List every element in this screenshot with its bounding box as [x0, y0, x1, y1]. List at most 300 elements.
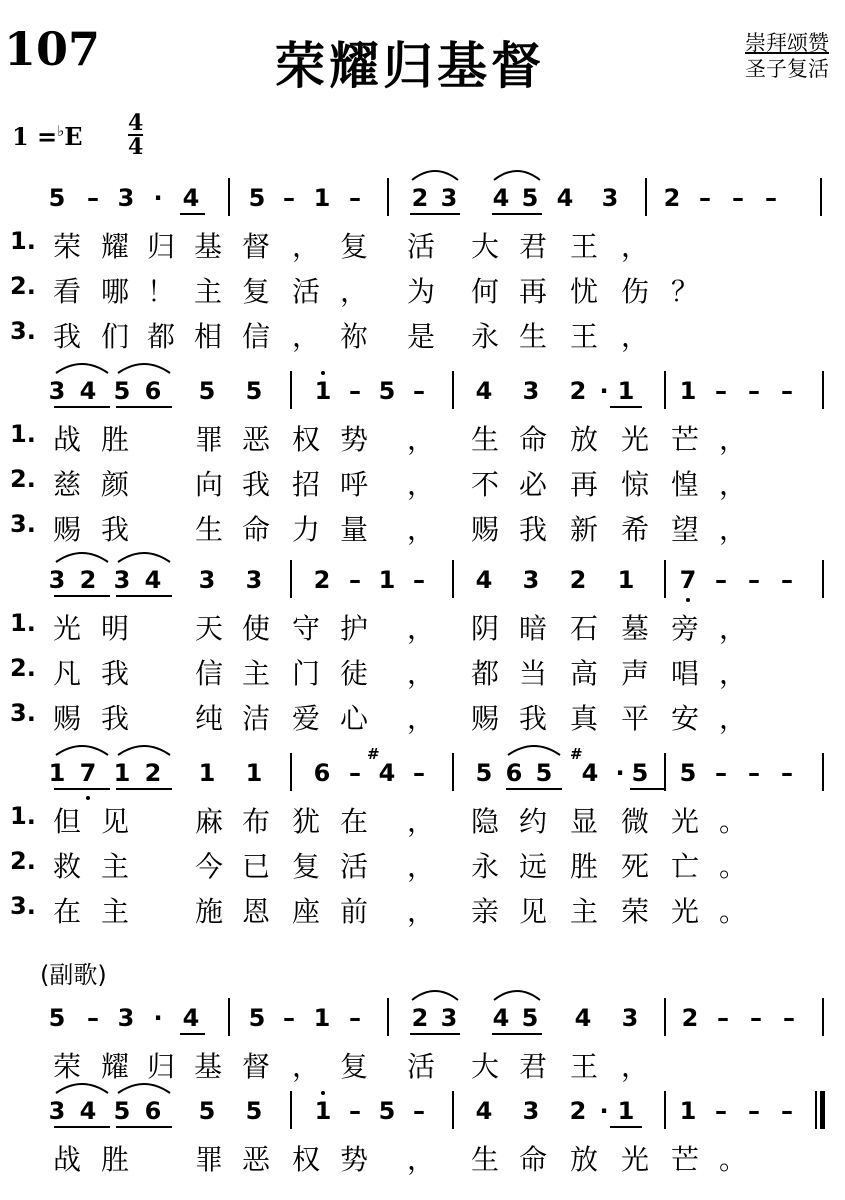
note: –: [87, 184, 99, 212]
lyric-char: 当: [518, 657, 547, 690]
bar-line: [228, 998, 230, 1036]
lyric-char: 哪: [100, 275, 129, 308]
chorus-label: (副歌): [40, 961, 107, 989]
verse-number: 3.: [10, 892, 36, 920]
lyric-char: 大: [470, 1050, 499, 1083]
lyric-char: 主: [569, 895, 598, 928]
lyric-char: 复: [291, 850, 320, 883]
note: –: [748, 377, 760, 405]
lyric-char: 光: [620, 423, 649, 456]
bar-line: [664, 753, 666, 791]
high-octave-dot: [321, 1091, 325, 1095]
lyric-char: ，: [718, 423, 747, 456]
note: 1: [617, 1097, 635, 1125]
note: 3: [522, 377, 540, 405]
lyric-char: 荣: [52, 230, 81, 263]
lyric-char: 胜: [100, 423, 129, 456]
note: –: [413, 377, 425, 405]
note: 1: [198, 759, 216, 787]
lyric-char: 见: [100, 805, 129, 838]
lyric-char: 放: [569, 1143, 598, 1176]
lyric-char: 生: [194, 513, 223, 546]
lyric-char: 荣: [52, 1050, 81, 1083]
bar-line: [664, 998, 666, 1036]
tie-arc: [410, 166, 460, 182]
lyric-char: 忧: [569, 275, 598, 308]
underline-beam: [54, 1126, 110, 1128]
verse-number: 2.: [10, 654, 36, 682]
lyric-char: 惶: [670, 468, 699, 501]
lyric-char: 但: [52, 805, 81, 838]
lyric-char: 是: [406, 320, 435, 353]
note: 5: [521, 1004, 539, 1032]
note: 5: [521, 184, 539, 212]
note: 5: [245, 1097, 263, 1125]
lyric-char: 徒: [339, 657, 368, 690]
lyric-char: 座: [291, 895, 320, 928]
underline-beam: [116, 406, 172, 408]
note: 5: [113, 1097, 131, 1125]
bar-line: [290, 371, 292, 409]
lyric-char: 放: [569, 423, 598, 456]
lyric-char: 隐: [470, 805, 499, 838]
lyric-char: 赐: [470, 702, 499, 735]
lyric-char: 石: [569, 612, 598, 645]
lyric-char: 救: [52, 850, 81, 883]
bar-line: [822, 998, 824, 1036]
lyric-char: 赐: [52, 702, 81, 735]
note: 5: [198, 377, 216, 405]
sharp-sign: #: [570, 745, 583, 763]
lyric-char: 今: [194, 850, 223, 883]
note: –: [413, 1097, 425, 1125]
note: –: [283, 184, 295, 212]
lyric-char: 战: [52, 423, 81, 456]
high-octave-dot: [321, 371, 325, 375]
bar-line: [290, 560, 292, 598]
low-octave-dot: [86, 796, 90, 800]
lyric-char: 护: [339, 612, 368, 645]
note: 1: [617, 377, 635, 405]
underline-beam: [410, 213, 460, 215]
tie-arc: [410, 986, 460, 1002]
note: –: [715, 759, 727, 787]
bar-line: [822, 560, 824, 598]
lyric-char: 招: [291, 468, 320, 501]
note: 5: [113, 377, 131, 405]
lyric-char: 真: [569, 702, 598, 735]
lyric-char: 督: [241, 230, 270, 263]
lyric-char: 我: [241, 468, 270, 501]
verse-number: 3.: [10, 699, 36, 727]
note: 4: [475, 377, 493, 405]
hymn-category-block: [745, 30, 829, 82]
bar-line: [820, 178, 822, 216]
note: 1: [679, 1097, 697, 1125]
note: 4: [182, 1004, 200, 1032]
lyric-char: 生: [470, 1143, 499, 1176]
underline-beam: [492, 213, 542, 215]
note: 3: [440, 184, 458, 212]
note: –: [349, 1004, 361, 1032]
lyric-char: 祢: [339, 320, 368, 353]
note: 3: [113, 566, 131, 594]
lyric-char: 暗: [518, 612, 547, 645]
lyric-char: 战: [52, 1143, 81, 1176]
lyric-char: 我: [518, 702, 547, 735]
note: 1: [48, 759, 66, 787]
lyric-char: 基: [193, 1050, 222, 1083]
tie-arc: [54, 359, 110, 375]
verse-number: 3.: [10, 317, 36, 345]
lyric-char: 使: [241, 612, 270, 645]
verse-number: 2.: [10, 465, 36, 493]
lyric-char: 信: [194, 657, 223, 690]
lyric-char: 归: [146, 230, 175, 263]
note: 4: [574, 1004, 592, 1032]
bar-line: [664, 1091, 666, 1129]
lyric-char: 我: [100, 513, 129, 546]
lyric-char: ，: [406, 702, 435, 735]
note: –: [781, 1097, 793, 1125]
note: ·: [153, 184, 163, 212]
lyric-char: 高: [569, 657, 598, 690]
lyric-char: 力: [291, 513, 320, 546]
note: –: [715, 566, 727, 594]
lyric-char: 犹: [291, 805, 320, 838]
note: –: [781, 566, 793, 594]
lyric-char: 我: [518, 513, 547, 546]
lyric-char: 命: [518, 423, 547, 456]
note: –: [715, 1097, 727, 1125]
lyric-char: 守: [291, 612, 320, 645]
note: 7: [79, 759, 97, 787]
bar-line: [822, 753, 824, 791]
verse-number: 1.: [10, 420, 36, 448]
note: –: [349, 566, 361, 594]
note: 4: [79, 1097, 97, 1125]
note: 3: [601, 184, 619, 212]
lyric-char: ，: [291, 1050, 320, 1083]
note: 4: [556, 184, 574, 212]
lyric-char: 亡: [670, 850, 699, 883]
lyric-char: 恶: [241, 423, 270, 456]
note: 2: [313, 566, 331, 594]
note: 1: [314, 1097, 332, 1125]
note: 4: [475, 566, 493, 594]
lyric-char: 胜: [100, 1143, 129, 1176]
lyric-char: 君: [518, 230, 547, 263]
note: –: [87, 1004, 99, 1032]
lyric-char: 再: [569, 468, 598, 501]
lyric-char: 我: [100, 657, 129, 690]
lyric-char: ！: [146, 275, 175, 308]
lyric-char: ，: [406, 850, 435, 883]
lyric-char: 命: [241, 513, 270, 546]
lyric-char: 们: [100, 320, 129, 353]
lyric-char: 已: [241, 850, 270, 883]
note: –: [283, 1004, 295, 1032]
verse-number: 3.: [10, 510, 36, 538]
note: –: [715, 377, 727, 405]
note: 1: [113, 759, 131, 787]
note: ·: [615, 759, 625, 787]
lyric-char: ，: [718, 468, 747, 501]
tie-arc: [116, 359, 172, 375]
lyric-char: ，: [620, 230, 649, 263]
bar-line: [822, 371, 824, 409]
lyric-char: 归: [146, 1050, 175, 1083]
note: 4: [581, 759, 599, 787]
lyric-char: 。: [718, 850, 747, 883]
lyric-char: 都: [146, 320, 175, 353]
note: 5: [378, 377, 396, 405]
lyric-char: 望: [670, 513, 699, 546]
key-signature: [12, 122, 83, 151]
bar-line: [228, 178, 230, 216]
note: –: [781, 759, 793, 787]
sharp-sign: #: [367, 745, 380, 763]
lyric-char: ，: [718, 657, 747, 690]
note: –: [349, 184, 361, 212]
note: –: [732, 184, 744, 212]
note: –: [750, 1004, 762, 1032]
tie-arc: [54, 1079, 110, 1095]
note: 3: [48, 566, 66, 594]
lyric-char: 复: [339, 1050, 368, 1083]
lyric-char: ，: [406, 513, 435, 546]
lyric-char: ，: [620, 1050, 649, 1083]
lyric-char: 我: [100, 702, 129, 735]
note: 5: [48, 184, 66, 212]
lyric-char: 王: [569, 230, 598, 263]
note: 6: [505, 759, 523, 787]
lyric-char: 前: [339, 895, 368, 928]
tie-arc: [116, 1079, 172, 1095]
lyric-char: ，: [406, 895, 435, 928]
lyric-char: 光: [670, 805, 699, 838]
lyric-char: 我: [52, 320, 81, 353]
note: 5: [475, 759, 493, 787]
hymn-subcategory: 圣子复活: [745, 57, 829, 81]
underline-beam: [116, 595, 172, 597]
bar-line: [452, 753, 454, 791]
note: –: [765, 184, 777, 212]
lyric-char: 呼: [339, 468, 368, 501]
note: 3: [48, 1097, 66, 1125]
lyric-char: 再: [518, 275, 547, 308]
note: 6: [144, 377, 162, 405]
lyric-char: 胜: [569, 850, 598, 883]
lyric-char: 光: [52, 612, 81, 645]
note: 3: [522, 566, 540, 594]
lyric-char: 信: [241, 320, 270, 353]
lyric-char: 远: [518, 850, 547, 883]
lyric-char: 伤: [620, 275, 649, 308]
bar-line: [290, 753, 292, 791]
note: 2: [411, 184, 429, 212]
key-note: E: [64, 122, 83, 151]
lyric-char: 命: [518, 1143, 547, 1176]
lyric-char: 洁: [241, 702, 270, 735]
lyric-char: 势: [339, 423, 368, 456]
lyric-char: 权: [291, 423, 320, 456]
lyric-char: 心: [339, 702, 368, 735]
tie-arc: [492, 166, 542, 182]
lyric-char: 都: [470, 657, 499, 690]
note: –: [413, 566, 425, 594]
underline-beam: [180, 1033, 205, 1035]
lyric-char: ，: [718, 513, 747, 546]
note: 1: [378, 566, 396, 594]
note: 3: [522, 1097, 540, 1125]
lyric-char: ，: [339, 275, 368, 308]
lyric-char: 在: [52, 895, 81, 928]
underline-beam: [116, 788, 172, 790]
lyric-char: 约: [518, 805, 547, 838]
lyric-char: ？: [670, 275, 699, 308]
underline-beam: [54, 595, 110, 597]
verse-number: 2.: [10, 272, 36, 300]
lyric-char: 耀: [100, 1050, 129, 1083]
low-octave-dot: [686, 598, 690, 602]
hymn-title: 荣耀归基督: [275, 37, 545, 95]
note: 5: [248, 1004, 266, 1032]
bar-line: [452, 560, 454, 598]
note: –: [748, 566, 760, 594]
note: 5: [48, 1004, 66, 1032]
lyric-char: 新: [569, 513, 598, 546]
lyric-char: 督: [241, 1050, 270, 1083]
final-bar-thick: [820, 1091, 825, 1129]
lyric-char: ，: [718, 702, 747, 735]
bar-line: [290, 1091, 292, 1129]
lyric-char: 向: [194, 468, 223, 501]
tie-arc: [54, 548, 110, 564]
lyric-char: 恩: [241, 895, 270, 928]
note: 4: [475, 1097, 493, 1125]
bar-line: [387, 998, 389, 1036]
verse-number: 1.: [10, 802, 36, 830]
underline-beam: [610, 406, 642, 408]
note: ·: [153, 1004, 163, 1032]
underline-beam: [506, 788, 562, 790]
key-prefix: 1 =: [12, 122, 58, 151]
lyric-char: 何: [470, 275, 499, 308]
note: 2: [569, 1097, 587, 1125]
lyric-char: 芒: [670, 1143, 699, 1176]
lyric-char: 门: [291, 657, 320, 690]
lyric-char: 主: [100, 850, 129, 883]
note: 4: [492, 1004, 510, 1032]
verse-number: 1.: [10, 227, 36, 255]
note: 5: [535, 759, 553, 787]
underline-beam: [54, 406, 110, 408]
note: –: [349, 1097, 361, 1125]
note: 3: [621, 1004, 639, 1032]
lyric-char: 罪: [194, 1143, 223, 1176]
lyric-char: 微: [620, 805, 649, 838]
note: 4: [79, 377, 97, 405]
lyric-char: 耀: [100, 230, 129, 263]
lyric-char: 。: [718, 805, 747, 838]
note: 6: [144, 1097, 162, 1125]
lyric-char: 永: [470, 320, 499, 353]
lyric-char: ，: [620, 320, 649, 353]
note: 3: [198, 566, 216, 594]
bar-line: [664, 560, 666, 598]
note: 2: [569, 377, 587, 405]
lyric-char: 权: [291, 1143, 320, 1176]
note: 4: [144, 566, 162, 594]
tie-arc: [492, 986, 542, 1002]
verse-number: 1.: [10, 609, 36, 637]
note: –: [349, 759, 361, 787]
lyric-char: 罪: [194, 423, 223, 456]
lyric-char: ，: [406, 657, 435, 690]
note: –: [413, 759, 425, 787]
lyric-char: 在: [339, 805, 368, 838]
lyric-char: 看: [52, 275, 81, 308]
note: –: [748, 1097, 760, 1125]
note: –: [783, 1004, 795, 1032]
note: 2: [79, 566, 97, 594]
tie-arc: [54, 741, 110, 757]
verse-number: 2.: [10, 847, 36, 875]
note: 7: [679, 566, 697, 594]
underline-beam: [630, 788, 664, 790]
note: 1: [245, 759, 263, 787]
bar-line: [452, 371, 454, 409]
note: 5: [679, 759, 697, 787]
note: 2: [144, 759, 162, 787]
note: 4: [492, 184, 510, 212]
time-signature: [128, 112, 143, 158]
lyric-char: 赐: [470, 513, 499, 546]
lyric-char: 量: [339, 513, 368, 546]
lyric-char: 麻: [194, 805, 223, 838]
lyric-char: 赐: [52, 513, 81, 546]
note: 2: [411, 1004, 429, 1032]
underline-beam: [610, 1126, 642, 1128]
lyric-char: 势: [339, 1143, 368, 1176]
lyric-char: 唱: [670, 657, 699, 690]
lyric-char: ，: [406, 612, 435, 645]
lyric-char: 光: [620, 1143, 649, 1176]
time-bottom: 4: [128, 134, 144, 160]
lyric-char: 王: [569, 1050, 598, 1083]
note: 6: [313, 759, 331, 787]
note: 5: [198, 1097, 216, 1125]
note: 4: [378, 759, 396, 787]
note: 1: [313, 184, 331, 212]
note: 1: [313, 1004, 331, 1032]
lyric-char: 必: [518, 468, 547, 501]
note: 4: [182, 184, 200, 212]
lyric-char: 墓: [620, 612, 649, 645]
lyric-char: 希: [620, 513, 649, 546]
lyric-char: 。: [718, 1143, 747, 1176]
lyric-char: 生: [470, 423, 499, 456]
final-bar-thin: [815, 1091, 817, 1129]
lyric-char: 大: [470, 230, 499, 263]
lyric-char: 主: [241, 657, 270, 690]
note: 2: [569, 566, 587, 594]
lyric-char: 主: [100, 895, 129, 928]
lyric-char: 王: [569, 320, 598, 353]
bar-line: [387, 178, 389, 216]
lyric-char: 亲: [470, 895, 499, 928]
